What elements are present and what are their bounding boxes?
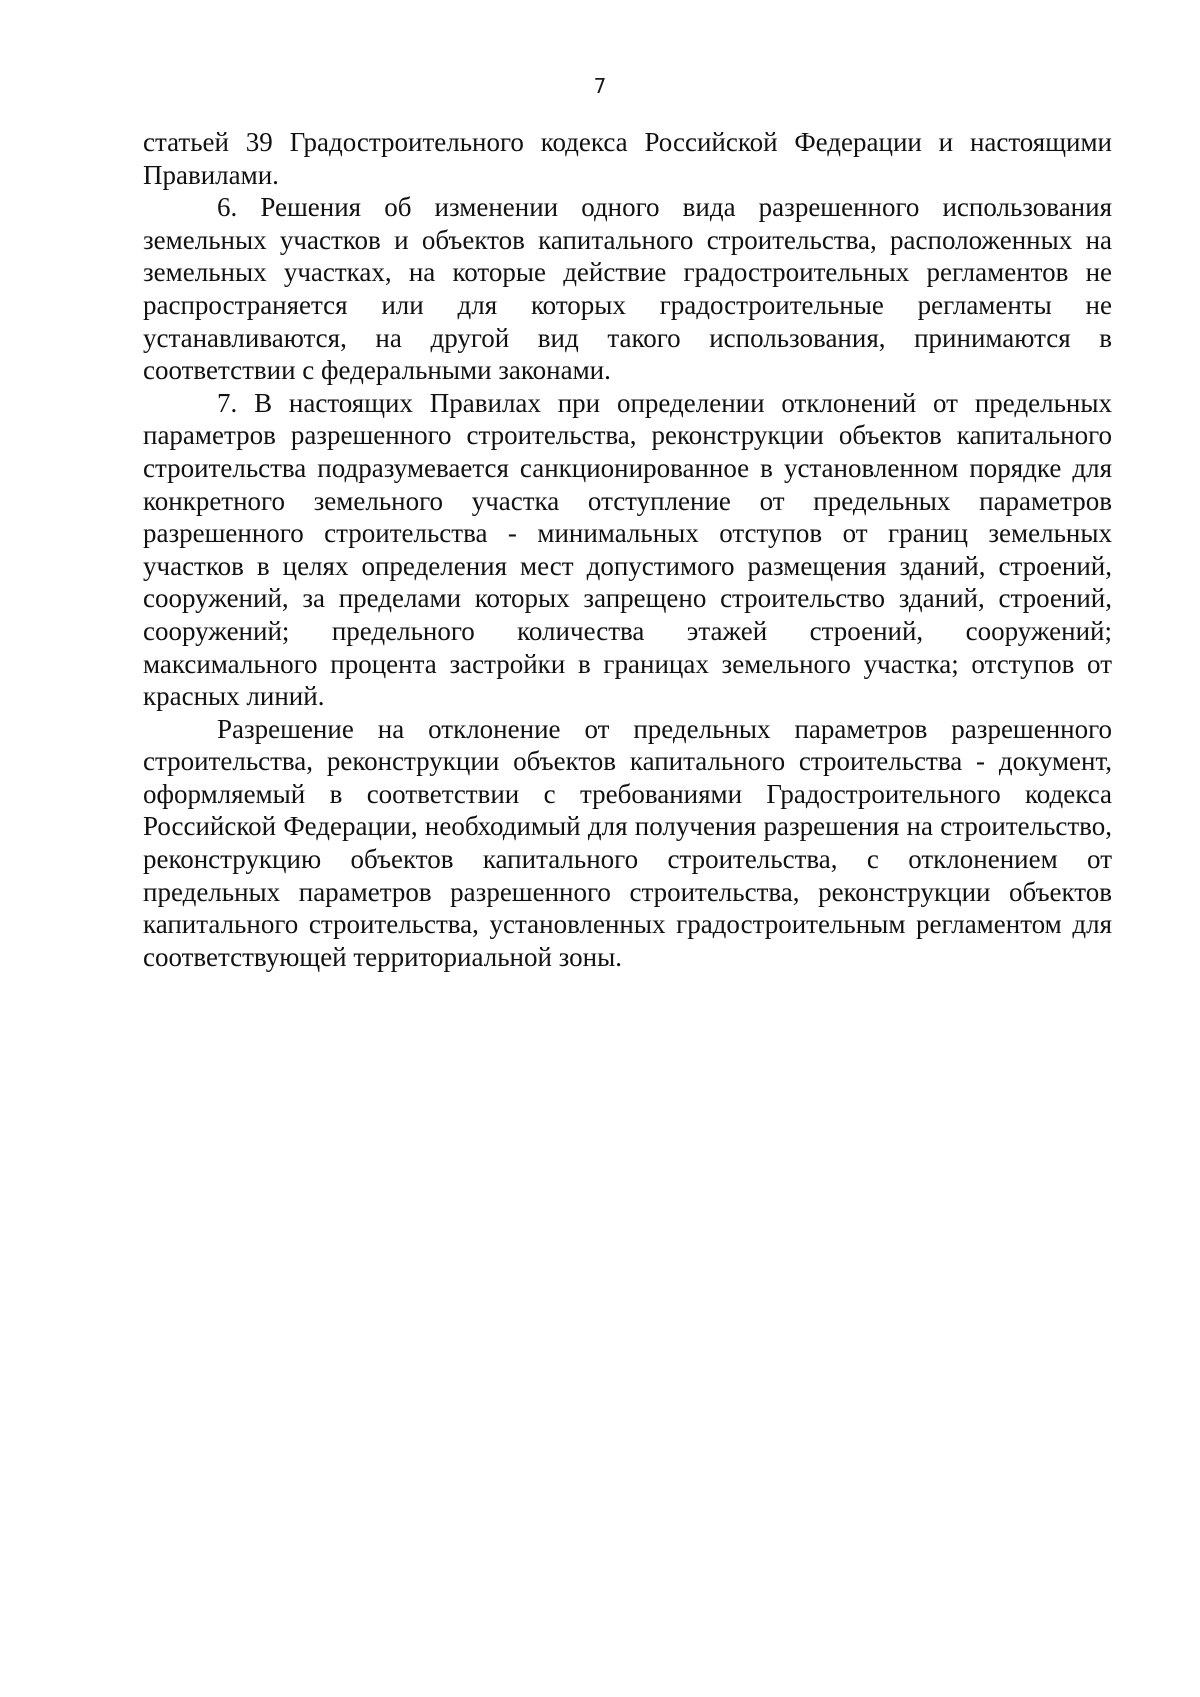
paragraph-item-6: 6. Решения об изменении одного вида разрешенного использования земельных участков и объектов капитального строительства, расположенных на земельных участках, на которые действие градостроительных регламентов не распространяется или для которых градостроительные регламенты не устанавливаются, на другой вид такого использования, принимаются в соответствии с федеральными законами. <box>143 192 1112 386</box>
document-body <box>143 126 1112 973</box>
paragraph-continuation: статьей 39 Градостроительного кодекса Российской Федерации и настоящими Правилами. <box>143 127 1112 190</box>
page-number: 7 <box>593 74 607 98</box>
paragraph-permission-definition: Разрешение на отклонение от предельных параметров разрешенного строительства, реконструкции объектов капитального строительства - документ, оформляемый в соответствии с требованиями Градостроительного кодекса Российской Федерации, необходимый для получения разрешения на строительство, реконструкцию объектов капитального строительства, с отклонением от предельных параметров разрешенного строительства, реконструкции объектов капитального строительства, установленных градостроительным регламентом для соответствующей территориальной зоны. <box>143 713 1112 972</box>
paragraph-item-7: 7. В настоящих Правилах при определении отклонений от предельных параметров разрешенного строительства, реконструкции объектов капитального строительства подразумевается санкционированное в установленном порядке для конкретного земельного участка отступление от предельных параметров разрешенного строительства - минимальных отступов от границ земельных участков в целях определения мест допустимого размещения зданий, строений, сооружений, за пределами которых запрещено строительство зданий, строений, сооружений; предельного количества этажей строений, сооружений; максимального процента застройки в границах земельного участка; отступов от красных линий. <box>143 387 1112 712</box>
